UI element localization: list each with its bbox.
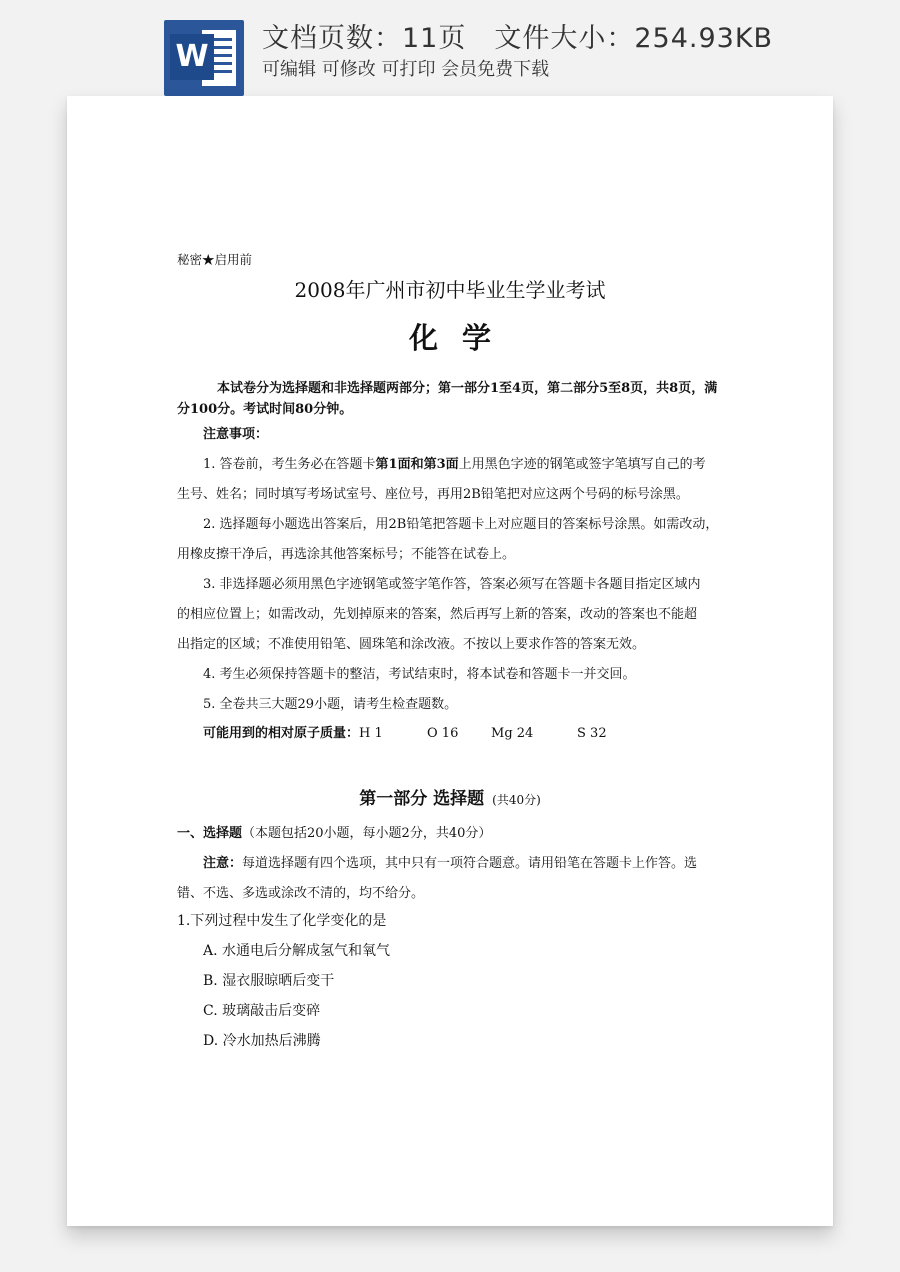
subject-title: 化学: [408, 321, 515, 355]
attention-line-1: 注意：每道选择题有四个选项，其中只有一项符合题意。请用铅笔在答题卡上作答。选: [203, 856, 698, 871]
notice-3-line-2: 的相应位置上；如需改动，先划掉原来的答案，然后再写上新的答案，改动的答案也不能超: [177, 607, 698, 622]
document-features: 可编辑 可修改 可打印 会员免费下载: [262, 59, 550, 80]
atomic-h: H 1: [359, 726, 383, 741]
atomic-mg: Mg 24: [491, 726, 534, 741]
word-document-icon: W: [164, 20, 244, 96]
attention-line-2: 错、不选、多选或涂改不清的，均不给分。: [177, 886, 425, 901]
atomic-mass-label: 可能用到的相对原子质量：: [203, 726, 360, 741]
notice-1-line-2: 生号、姓名；同时填写考场试室号、座位号，再用2B铅笔把对应这两个号码的标号涂黑。: [177, 487, 689, 502]
notice-4: 4. 考生必须保持答题卡的整洁，考试结束时，将本试卷和答题卡一并交回。: [203, 667, 636, 682]
question-1: 1.下列过程中发生了化学变化的是: [177, 913, 387, 929]
document-info-title: 文档页数：11页 文件大小：254.93KB: [262, 23, 774, 54]
notice-1-line-1: 1. 答卷前，考生务必在答题卡第1面和第3面上用黑色字迹的钢笔或签字笔填写自己的考: [203, 457, 706, 472]
option-a: A. 水通电后分解成氢气和氧气: [203, 943, 391, 959]
notice-5: 5. 全卷共三大题29小题，请考生检查题数。: [203, 697, 458, 712]
download-banner: [0, 0, 900, 96]
option-d: D. 冷水加热后沸腾: [203, 1033, 321, 1049]
document-page: [67, 96, 833, 1226]
confidential-label: 秘密★启用前: [177, 252, 253, 267]
notice-2-line-2: 用橡皮擦干净后，再选涂其他答案标号；不能答在试卷上。: [177, 547, 516, 562]
part-1-heading: 一、选择题（本题包括20小题，每小题2分，共40分）: [177, 826, 492, 841]
section-1-title: 第一部分 选择题 (共40分): [359, 789, 541, 809]
notice-2-line-1: 2. 选择题每小题选出答案后，用2B铅笔把答题卡上对应题目的答案标号涂黑。如需改动，: [203, 517, 719, 532]
intro-line-1: 本试卷分为选择题和非选择题两部分；第一部分1至4页，第二部分5至8页，共8页，满: [217, 381, 718, 396]
exam-title: 2008年广州市初中毕业生学业考试: [294, 278, 606, 302]
option-b: B. 湿衣服晾晒后变干: [203, 973, 335, 989]
atomic-s: S 32: [577, 726, 607, 741]
atomic-mass-line: [203, 722, 607, 741]
notice-3-line-1: 3. 非选择题必须用黑色字迹钢笔或签字笔作答，答案必须写在答题卡各题目指定区域内: [203, 577, 701, 592]
option-c: C. 玻璃敲击后变碎: [203, 1003, 321, 1019]
notice-heading: 注意事项：: [203, 427, 269, 442]
atomic-o: O 16: [427, 726, 459, 741]
notice-3-line-3: 出指定的区域；不准使用铅笔、圆珠笔和涂改液。不按以上要求作答的答案无效。: [177, 637, 646, 652]
intro-line-2: 分100分。考试时间80分钟。: [177, 402, 353, 417]
